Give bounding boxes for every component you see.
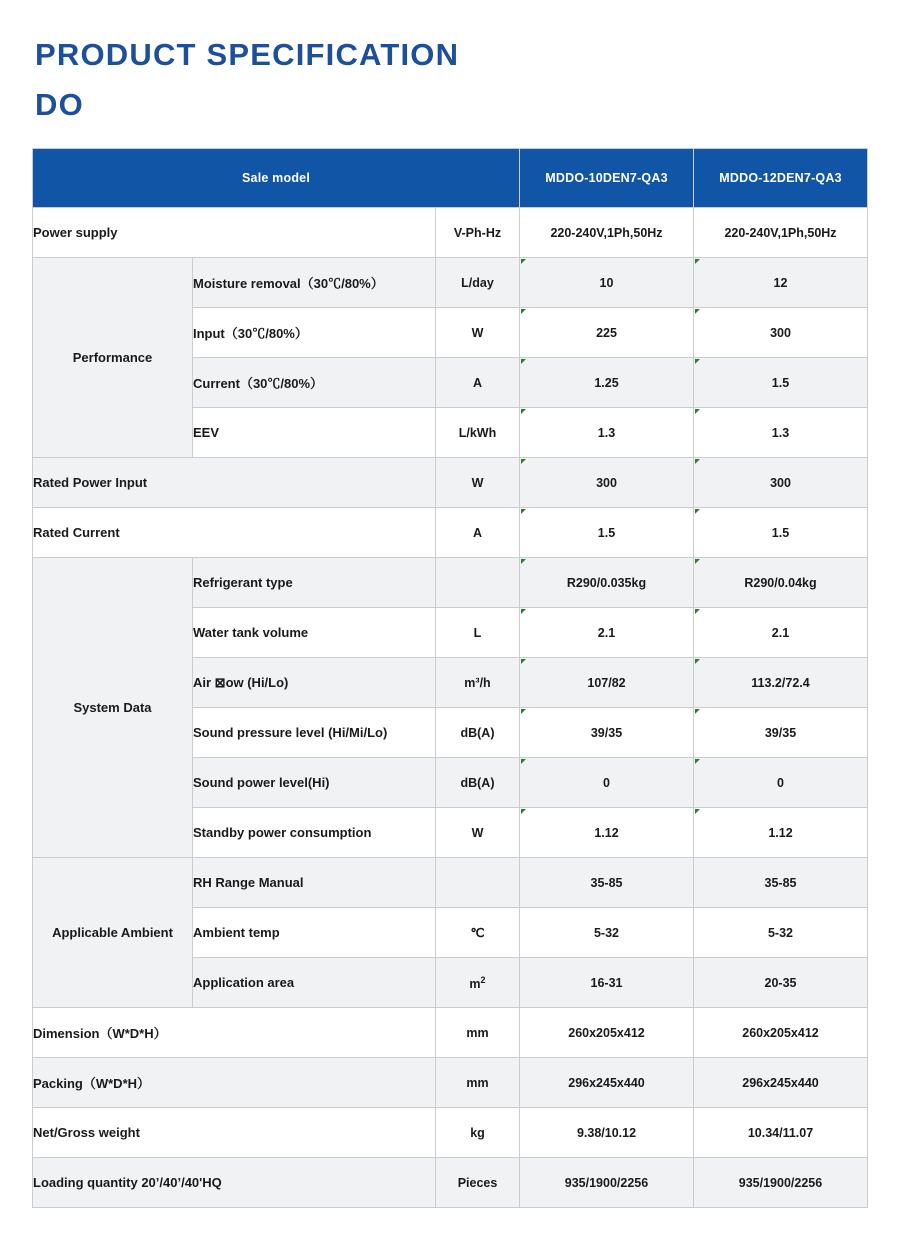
- header-sale-model: Sale model: [33, 149, 520, 208]
- row-group-label: System Data: [33, 558, 193, 858]
- row-value-model-1: 107/82: [520, 658, 694, 708]
- row-item-label: Loading quantity 20’/40’/40'HQ: [33, 1158, 436, 1208]
- row-value-model-1: 9.38/10.12: [520, 1108, 694, 1158]
- row-value-model-1: 300: [520, 458, 694, 508]
- row-item-label: Current（30℃/80%）: [193, 358, 436, 408]
- row-value-model-2: 20-35: [694, 958, 868, 1008]
- row-value-model-1: 225: [520, 308, 694, 358]
- row-item-label: Sound pressure level (Hi/Mi/Lo): [193, 708, 436, 758]
- row-unit: L/kWh: [436, 408, 520, 458]
- row-group-label: Performance: [33, 258, 193, 458]
- row-item-label: Net/Gross weight: [33, 1108, 436, 1158]
- row-item-label: Power supply: [33, 208, 436, 258]
- row-value-model-2: 260x205x412: [694, 1008, 868, 1058]
- table-header-row: [33, 149, 868, 208]
- row-unit: A: [436, 358, 520, 408]
- row-item-label: Rated Current: [33, 508, 436, 558]
- row-value-model-1: 35-85: [520, 858, 694, 908]
- row-unit: A: [436, 508, 520, 558]
- row-value-model-2: 1.5: [694, 508, 868, 558]
- page-title-line-1: PRODUCT SPECIFICATION: [35, 37, 460, 72]
- row-unit: V-Ph-Hz: [436, 208, 520, 258]
- table-row: [33, 208, 868, 258]
- row-value-model-2: 35-85: [694, 858, 868, 908]
- table-row: [33, 258, 868, 308]
- row-unit: $m^2$: [436, 958, 520, 1008]
- row-value-model-1: 2.1: [520, 608, 694, 658]
- row-unit: kg: [436, 1108, 520, 1158]
- row-value-model-1: 0: [520, 758, 694, 808]
- row-value-model-1: 220-240V,1Ph,50Hz: [520, 208, 694, 258]
- row-value-model-2: 1.12: [694, 808, 868, 858]
- row-value-model-2: 1.5: [694, 358, 868, 408]
- row-value-model-2: 935/1900/2256: [694, 1158, 868, 1208]
- row-item-label: Application area: [193, 958, 436, 1008]
- row-value-model-1: R290/0.035kg: [520, 558, 694, 608]
- table-row: [33, 858, 868, 908]
- table-row: [33, 1158, 868, 1208]
- row-value-model-2: 0: [694, 758, 868, 808]
- row-item-label: Air ⊠ow (Hi/Lo): [193, 658, 436, 708]
- row-value-model-1: 5-32: [520, 908, 694, 958]
- table-row: [33, 1008, 868, 1058]
- table-row: [33, 558, 868, 608]
- row-value-model-1: 296x245x440: [520, 1058, 694, 1108]
- table-row: [33, 1058, 868, 1108]
- row-value-model-2: 300: [694, 458, 868, 508]
- row-value-model-1: 260x205x412: [520, 1008, 694, 1058]
- table-row: [33, 1108, 868, 1158]
- row-item-label: Refrigerant type: [193, 558, 436, 608]
- row-value-model-1: 39/35: [520, 708, 694, 758]
- row-value-model-2: 113.2/72.4: [694, 658, 868, 708]
- row-value-model-2: 2.1: [694, 608, 868, 658]
- row-unit: L: [436, 608, 520, 658]
- row-unit: ℃: [436, 908, 520, 958]
- row-value-model-1: 935/1900/2256: [520, 1158, 694, 1208]
- row-unit: W: [436, 808, 520, 858]
- row-item-label: Water tank volume: [193, 608, 436, 658]
- row-item-label: RH Range Manual: [193, 858, 436, 908]
- header-model-1: MDDO-10DEN7-QA3: [520, 149, 694, 208]
- row-unit: [436, 558, 520, 608]
- row-value-model-1: 1.3: [520, 408, 694, 458]
- row-group-label: Applicable Ambient: [33, 858, 193, 1008]
- row-value-model-1: 1.25: [520, 358, 694, 408]
- row-value-model-2: 10.34/11.07: [694, 1108, 868, 1158]
- table-row: [33, 458, 868, 508]
- row-value-model-2: 5-32: [694, 908, 868, 958]
- row-unit: Pieces: [436, 1158, 520, 1208]
- table-body: [33, 208, 868, 1208]
- row-value-model-1: 10: [520, 258, 694, 308]
- row-item-label: EEV: [193, 408, 436, 458]
- row-item-label: Sound power level(Hi): [193, 758, 436, 808]
- row-unit: mm: [436, 1058, 520, 1108]
- row-unit: dB(A): [436, 708, 520, 758]
- row-value-model-2: R290/0.04kg: [694, 558, 868, 608]
- row-value-model-1: 1.5: [520, 508, 694, 558]
- row-value-model-1: 1.12: [520, 808, 694, 858]
- row-unit: mm: [436, 1008, 520, 1058]
- page-title: [35, 0, 868, 130]
- row-unit: dB(A): [436, 758, 520, 808]
- row-value-model-2: 39/35: [694, 708, 868, 758]
- row-item-label: Ambient temp: [193, 908, 436, 958]
- header-model-2: MDDO-12DEN7-QA3: [694, 149, 868, 208]
- row-unit: W: [436, 308, 520, 358]
- row-value-model-2: 1.3: [694, 408, 868, 458]
- row-item-label: Standby power consumption: [193, 808, 436, 858]
- row-value-model-2: 296x245x440: [694, 1058, 868, 1108]
- row-value-model-2: 220-240V,1Ph,50Hz: [694, 208, 868, 258]
- page-title-line-2: DO: [35, 87, 84, 123]
- table-row: [33, 508, 868, 558]
- row-item-label: Packing（W*D*H）: [33, 1058, 436, 1108]
- specification-table: [32, 148, 868, 1208]
- row-value-model-2: 12: [694, 258, 868, 308]
- row-unit: W: [436, 458, 520, 508]
- row-item-label: Rated Power Input: [33, 458, 436, 508]
- row-unit: [436, 858, 520, 908]
- row-unit: L/day: [436, 258, 520, 308]
- row-value-model-2: 300: [694, 308, 868, 358]
- row-unit: m³/h: [436, 658, 520, 708]
- row-item-label: Moisture removal（30℃/80%）: [193, 258, 436, 308]
- row-value-model-1: 16-31: [520, 958, 694, 1008]
- row-item-label: Input（30℃/80%）: [193, 308, 436, 358]
- row-item-label: Dimension（W*D*H）: [33, 1008, 436, 1058]
